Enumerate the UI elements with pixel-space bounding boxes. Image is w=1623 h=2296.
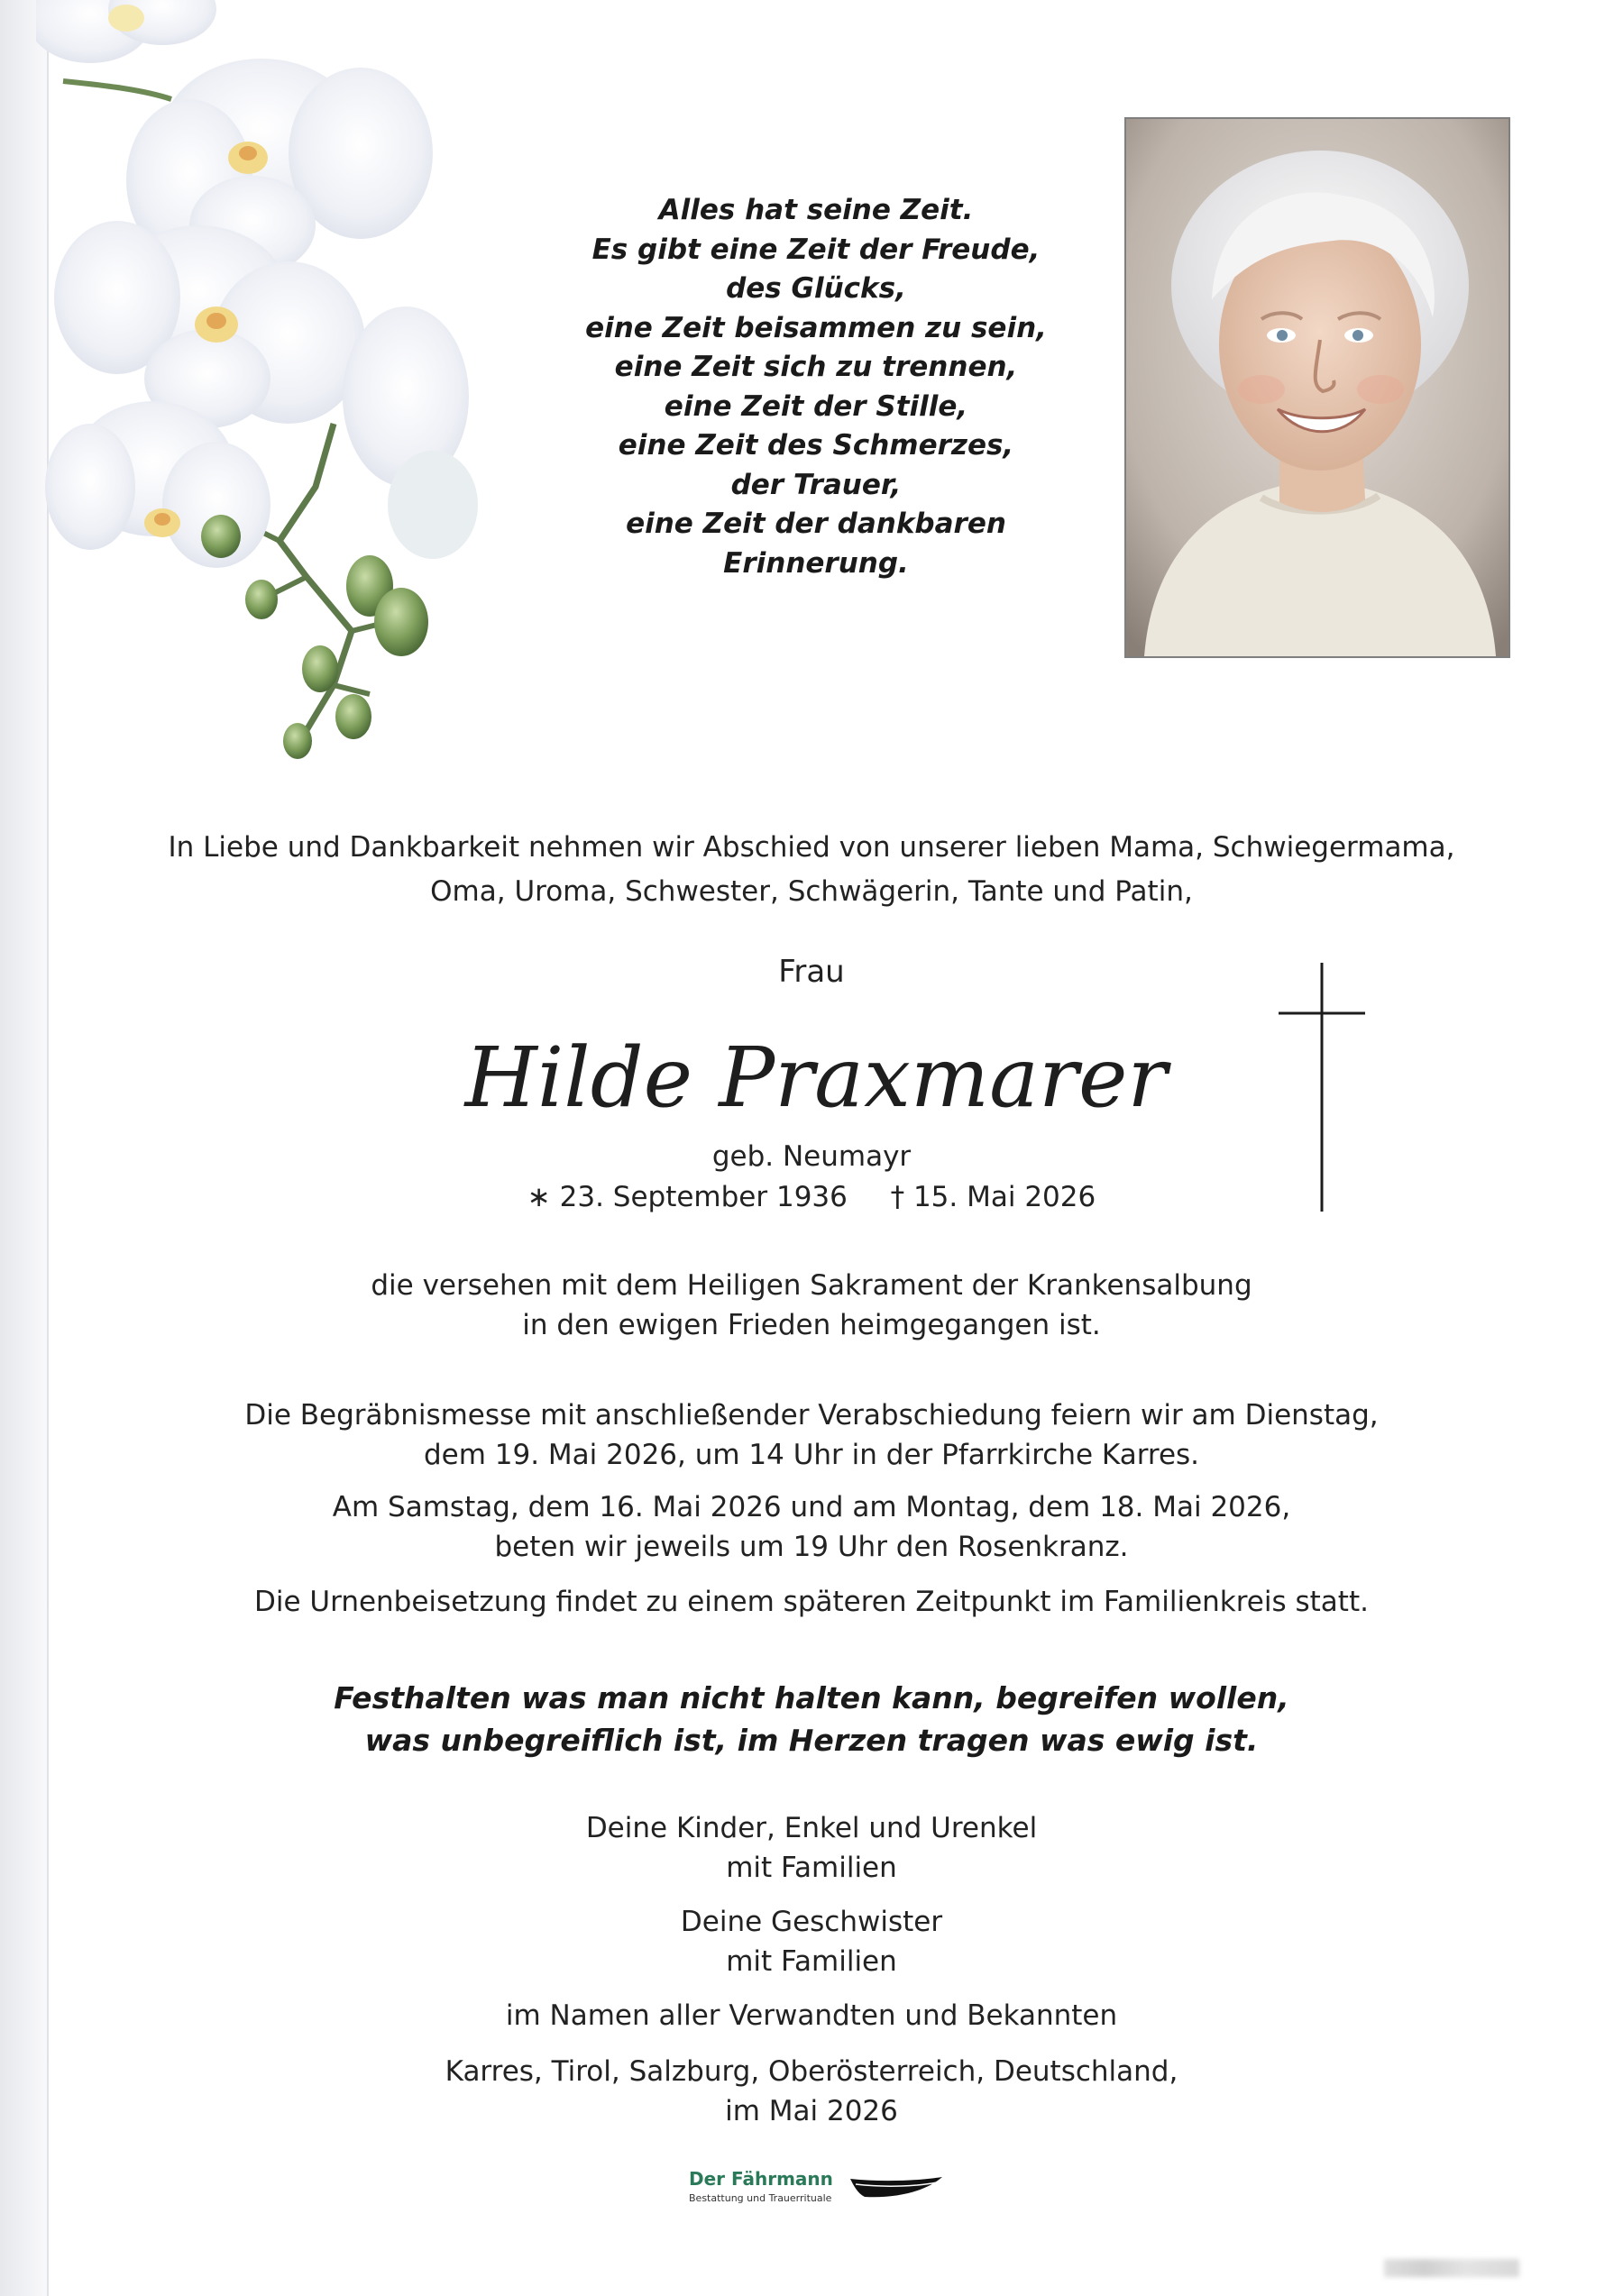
motto-line-1: Festhalten was man nicht halten kann, begreifen wollen, [334,1680,1289,1715]
mourners-all [135,1996,1488,2035]
mass-line-1: Die Begräbnismesse mit anschließender Verabschiedung feiern wir am Dienstag, [244,1399,1379,1432]
logo-name: Der Fährmann [689,2168,833,2190]
orchid-flower-4 [343,306,478,559]
death-date: 15. Mai 2026 [912,1181,1096,1213]
cross-icon [1279,963,1365,1212]
mourners-line: Deine Geschwister [680,1906,943,1938]
poem [541,191,1091,583]
birth-symbol: ∗ [527,1181,551,1213]
birth-name: geb. Neumayr [711,1140,912,1173]
rosary-line-1: Am Samstag, dem 16. Mai 2026 und am Montag, dem 18. Mai 2026, [332,1491,1291,1523]
life-dates [505,1181,1118,1213]
salutation: Frau [778,954,845,990]
poem-line: der Trauer, [730,468,902,501]
orchid-flower-1 [36,0,216,63]
urn-line: Die Urnenbeisetzung findet zu einem späteren Zeitpunkt im Familienkreis statt. [254,1586,1369,1618]
mourners-group-1 [135,1808,1488,1888]
death-symbol: † [890,1181,905,1213]
poem-line: eine Zeit der Stille, [664,389,968,423]
mourners-line: Deine Kinder, Enkel und Urenkel [585,1812,1038,1844]
portrait-photo [1124,117,1510,658]
orchid-bud [245,580,278,619]
passing-line-1: die versehen mit dem Heiligen Sakrament der Krankensalbung [371,1269,1252,1302]
poem-line: Erinnerung. [723,546,909,580]
poem-line: des Glücks, [726,272,906,305]
mourners-line: mit Familien [726,1945,897,1978]
mourners-line: Karres, Tirol, Salzburg, Oberösterreich, Deutschland, [445,2055,1178,2088]
orchid-bud [374,588,428,656]
poem-line: eine Zeit der dankbaren [626,508,1006,540]
orchid-flower-3 [54,221,365,428]
logo-tagline: Bestattung und Trauerrituale [689,2192,832,2204]
orchid-illustration [36,0,505,793]
portrait-illustration [1126,119,1508,656]
motto [135,1677,1488,1761]
rosary-line-2: beten wir jeweils um 19 Uhr den Rosenkranz. [494,1531,1129,1563]
mourners-line: im Mai 2026 [725,2095,898,2127]
intro-line-1: In Liebe und Dankbarkeit nehmen wir Abschied von unserer lieben Mama, Schwiegermama, [168,831,1455,864]
orchid-bud [335,694,371,739]
mourners-places [135,2052,1488,2131]
orchid-bud [283,723,312,759]
mass-text [135,1395,1488,1475]
motto-line-2: was unbegreiflich ist, im Herzen tragen was ewig ist. [364,1723,1259,1758]
poem-line: Alles hat seine Zeit. [658,194,974,226]
orchid-bud [302,645,338,692]
mourners-line: im Namen aller Verwandten und Bekannten [505,1999,1118,2032]
intro-text [135,826,1488,914]
passing-text [135,1266,1488,1345]
passing-line-2: in den ewigen Frieden heimgegangen ist. [522,1309,1101,1341]
poem-line: eine Zeit beisammen zu sein, [585,311,1047,344]
orchid-bud [201,515,241,558]
poem-line: eine Zeit sich zu trennen, [614,351,1018,383]
blurred-watermark [1384,2259,1519,2277]
deceased-name [361,1023,1271,1131]
mourners-group-2 [135,1902,1488,1981]
funeral-home-logo [689,2168,959,2218]
poem-line: eine Zeit des Schmerzes, [618,429,1014,462]
boat-icon [847,2172,946,2204]
deceased-name-text: Hilde Praxmarer [464,1029,1168,1126]
mass-line-2: dem 19. Mai 2026, um 14 Uhr in der Pfarrkirche Karres. [423,1439,1200,1471]
birth-date: 23. September 1936 [559,1181,848,1213]
rosary-text [135,1487,1488,1567]
urn-text [135,1582,1488,1622]
intro-line-2: Oma, Uroma, Schwester, Schwägerin, Tante und Patin, [430,875,1193,908]
poem-line: Es gibt eine Zeit der Freude, [591,233,1041,266]
mourners-line: mit Familien [726,1852,897,1884]
